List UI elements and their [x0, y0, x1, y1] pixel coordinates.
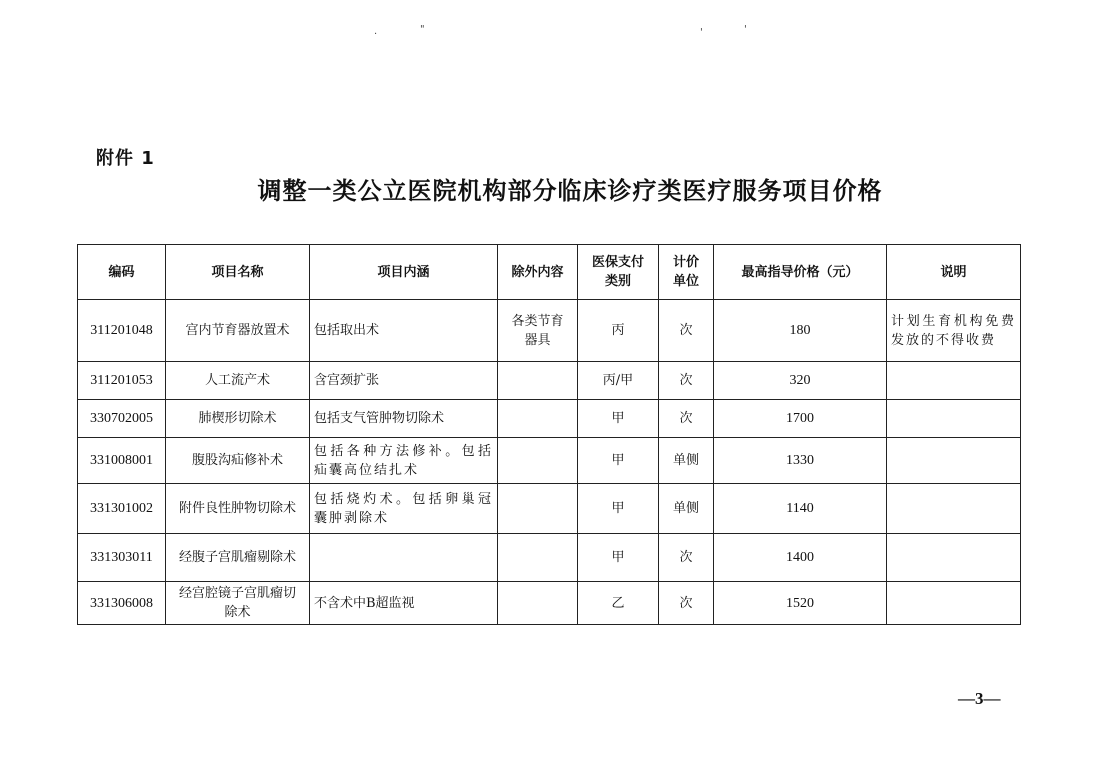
column-header-exclusion: 除外内容 [498, 245, 578, 300]
table-header-row [78, 245, 1021, 300]
scan-mark: . [374, 26, 378, 37]
column-header-name: 项目名称 [166, 245, 310, 300]
column-header-note: 说明 [887, 245, 1021, 300]
cell-code: 330702005 [78, 400, 166, 438]
cell-unit: 次 [659, 362, 714, 400]
cell-exclusion: 各类节育器具 [498, 300, 578, 362]
cell-name: 附件良性肿物切除术 [166, 484, 310, 534]
cell-content: 不含术中B超监视 [310, 582, 498, 625]
cell-name: 经腹子宫肌瘤剔除术 [166, 534, 310, 582]
column-header-category: 医保支付类别 [578, 245, 659, 300]
cell-exclusion [498, 438, 578, 484]
scan-mark: ' [744, 24, 747, 35]
cell-category: 甲 [578, 484, 659, 534]
cell-exclusion [498, 362, 578, 400]
column-header-content: 项目内涵 [310, 245, 498, 300]
cell-price: 180 [714, 300, 887, 362]
cell-price: 1700 [714, 400, 887, 438]
cell-price: 1330 [714, 438, 887, 484]
cell-exclusion [498, 534, 578, 582]
cell-note [887, 362, 1021, 400]
cell-name: 经宫腔镜子宫肌瘤切除术 [166, 582, 310, 625]
cell-content: 包括烧灼术。包括卵巢冠囊肿剥除术 [310, 484, 498, 534]
column-header-price: 最高指导价格（元） [714, 245, 887, 300]
cell-name: 腹股沟疝修补术 [166, 438, 310, 484]
cell-exclusion [498, 484, 578, 534]
cell-category: 乙 [578, 582, 659, 625]
cell-unit: 单侧 [659, 438, 714, 484]
cell-note: 计划生育机构免费发放的不得收费 [887, 300, 1021, 362]
cell-content [310, 534, 498, 582]
cell-code: 311201048 [78, 300, 166, 362]
cell-unit: 次 [659, 534, 714, 582]
table-row [78, 362, 1021, 400]
column-header-unit: 计价单位 [659, 245, 714, 300]
document-title: 调整一类公立医院机构部分临床诊疗类医疗服务项目价格 [257, 177, 883, 205]
price-table [77, 244, 1021, 625]
cell-unit: 次 [659, 582, 714, 625]
cell-price: 1520 [714, 582, 887, 625]
table-row [78, 438, 1021, 484]
cell-note [887, 534, 1021, 582]
page-number: —3— [958, 689, 1001, 708]
cell-code: 331303011 [78, 534, 166, 582]
scan-mark: ' [700, 27, 703, 38]
cell-category: 甲 [578, 438, 659, 484]
cell-exclusion [498, 400, 578, 438]
table-row [78, 300, 1021, 362]
cell-unit: 次 [659, 400, 714, 438]
cell-unit: 单侧 [659, 484, 714, 534]
scan-mark: " [420, 24, 425, 35]
cell-category: 甲 [578, 534, 659, 582]
column-header-code: 编码 [78, 245, 166, 300]
cell-code: 311201053 [78, 362, 166, 400]
cell-code: 331301002 [78, 484, 166, 534]
cell-category: 甲 [578, 400, 659, 438]
cell-content: 含宫颈扩张 [310, 362, 498, 400]
table-row [78, 484, 1021, 534]
cell-content: 包括支气管肿物切除术 [310, 400, 498, 438]
cell-code: 331306008 [78, 582, 166, 625]
cell-category: 丙/甲 [578, 362, 659, 400]
cell-code: 331008001 [78, 438, 166, 484]
cell-category: 丙 [578, 300, 659, 362]
table-row [78, 582, 1021, 625]
cell-note [887, 582, 1021, 625]
cell-price: 1140 [714, 484, 887, 534]
cell-price: 320 [714, 362, 887, 400]
cell-price: 1400 [714, 534, 887, 582]
table-row [78, 534, 1021, 582]
cell-name: 人工流产术 [166, 362, 310, 400]
attachment-label: 附件 1 [96, 148, 155, 169]
table-row [78, 400, 1021, 438]
cell-content: 包括取出术 [310, 300, 498, 362]
cell-exclusion [498, 582, 578, 625]
cell-name: 肺楔形切除术 [166, 400, 310, 438]
cell-note [887, 484, 1021, 534]
cell-note [887, 400, 1021, 438]
cell-unit: 次 [659, 300, 714, 362]
cell-content: 包括各种方法修补。包括疝囊高位结扎术 [310, 438, 498, 484]
cell-name: 宫内节育器放置术 [166, 300, 310, 362]
cell-note [887, 438, 1021, 484]
